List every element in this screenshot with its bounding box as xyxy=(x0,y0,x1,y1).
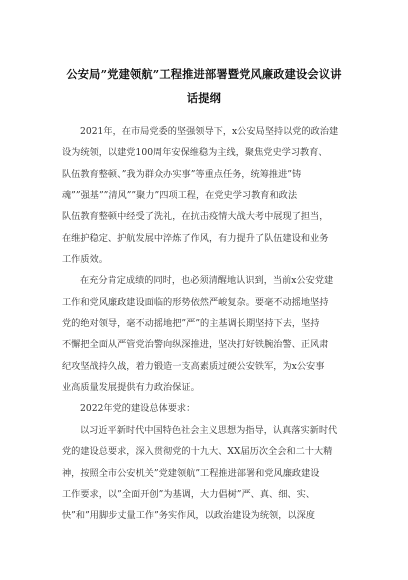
paragraph-line: 设为统领，以建党100周年安保维稳为主线，聚焦党史学习教育、 xyxy=(62,147,328,159)
paragraph-line: 2022年党的建设总体要求： xyxy=(80,403,196,415)
title-line: 话提纲 xyxy=(186,91,222,105)
paragraph-line: 工作质效。 xyxy=(62,254,108,266)
paragraph-line: 神，按照全市公安机关”党建领航”工程推进部署和党风廉政建设 xyxy=(62,467,320,479)
paragraph-line: 快”和”用脚步丈量工作”务实作风，以政治建设为统领，以深度 xyxy=(62,510,315,522)
paragraph-line: 党的建设总要求，深入贯彻党的十九大、XX届历次全会和二十大精 xyxy=(62,446,333,458)
paragraph-line: 不懈把全面从严管党治警向纵深推进，坚决打好铁腕治警、正风肃 xyxy=(62,339,329,351)
paragraph-line: 以习近平新时代中国特色社会主义思想为指导，认真落实新时代 xyxy=(80,424,338,436)
paragraph-line: 在维护稳定、护航发展中淬炼了作风，有力提升了队伍建设和业务 xyxy=(62,232,329,244)
paragraph-line: 工作要求，以”全面开创”为基调，大力倡树”严、真、细、实、 xyxy=(62,488,315,500)
paragraph-line: 纪攻坚战持久战，着力锻造一支高素质过硬公安铁军，为x公安事 xyxy=(62,360,325,372)
paragraph-line: 魂””强基””清风””聚力”四项工程，在党史学习教育和政法 xyxy=(62,190,298,202)
paragraph-line: 在充分肯定成绩的同时，也必须清醒地认识到，当前x公安党建 xyxy=(80,275,334,287)
paragraph-line: 队伍教育整顿中经受了洗礼，在抗击疫情大战大考中展现了担当， xyxy=(62,211,329,223)
paragraph-line: 党的绝对领导，毫不动摇地把”严”的主基调长期坚持下去，坚持 xyxy=(62,318,320,330)
paragraph-line: 工作和党风廉政建设面临的形势依然严峻复杂。要毫不动摇地坚持 xyxy=(62,296,329,308)
document-title xyxy=(48,62,360,110)
paragraph-line: 2021年，在市局党委的坚强领导下，x公安局坚持以党的政治建 xyxy=(80,126,339,137)
title-line: 公安局”党建领航”工程推进部署暨党风廉政建设会议讲 xyxy=(66,67,342,81)
document-body xyxy=(62,121,349,527)
paragraph-line: 业高质量发展提供有力政治保证。 xyxy=(62,382,200,394)
paragraph-line: 队伍教育整顿、”我为群众办实事”等重点任务，统筹推进”铸 xyxy=(62,168,302,180)
